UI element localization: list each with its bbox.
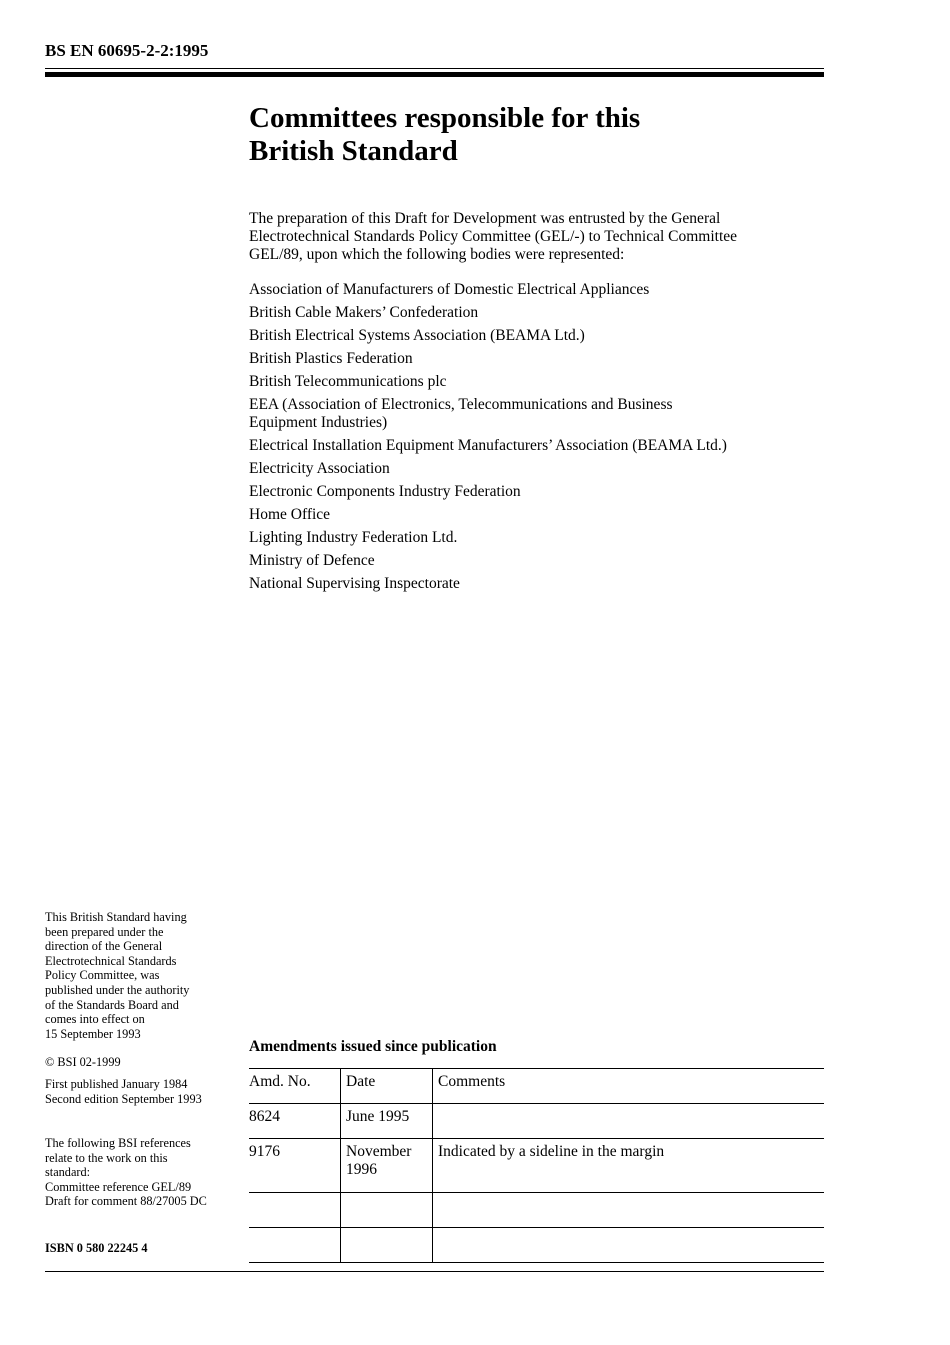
- amd-no-cell: 8624: [249, 1104, 341, 1139]
- represented-bodies-list: [249, 281, 825, 598]
- page-title-line: Committees responsible for this: [249, 102, 641, 134]
- footer-rule: [45, 1271, 824, 1272]
- page-title: [249, 102, 809, 168]
- publication-history: First published January 1984 Second edition September 1993: [45, 1077, 202, 1106]
- list-item: Home Office: [249, 506, 331, 523]
- column-header-amd-no: Amd. No.: [249, 1069, 341, 1104]
- table-row: [249, 1193, 824, 1228]
- list-item: Electrical Installation Equipment Manufacturers’ Association (BEAMA Ltd.): [249, 437, 727, 454]
- intro-line: Electrotechnical Standards Policy Committee (GEL/-) to Technical Committee: [249, 228, 738, 245]
- table-header-row: [249, 1069, 824, 1104]
- list-item: National Supervising Inspectorate: [249, 575, 460, 592]
- list-item: EEA (Association of Electronics, Telecommunications and Business Equipment Industries): [249, 396, 673, 431]
- page-title-line: British Standard: [249, 135, 458, 167]
- isbn: ISBN 0 580 22245 4: [45, 1241, 148, 1255]
- list-item: British Plastics Federation: [249, 350, 413, 367]
- comments-cell: [433, 1104, 825, 1139]
- comments-cell: Indicated by a sideline in the margin: [433, 1139, 825, 1193]
- list-item: Electronic Components Industry Federation: [249, 483, 521, 500]
- comments-cell: [433, 1193, 825, 1228]
- date-cell: November 1996: [341, 1139, 433, 1193]
- document-code: BS EN 60695-2-2:1995: [45, 41, 209, 60]
- list-item: British Telecommunications plc: [249, 373, 447, 390]
- amendments-table: [249, 1068, 824, 1263]
- table-row: [249, 1104, 824, 1139]
- amd-no-cell: [249, 1228, 341, 1263]
- column-header-comments: Comments: [433, 1069, 825, 1104]
- list-item: Lighting Industry Federation Ltd.: [249, 529, 458, 546]
- date-cell: June 1995: [341, 1104, 433, 1139]
- list-item: British Electrical Systems Association (BEAMA Ltd.): [249, 327, 585, 344]
- list-item: Association of Manufacturers of Domestic Electrical Appliances: [249, 281, 650, 298]
- intro-paragraph: [249, 210, 825, 264]
- list-item: British Cable Makers’ Confederation: [249, 304, 479, 321]
- amd-no-cell: 9176: [249, 1139, 341, 1193]
- header-rule-thick: [45, 72, 824, 77]
- list-item: Electricity Association: [249, 460, 390, 477]
- authority-note: This British Standard having been prepared under the direction of the General Electrotechnical Standards Policy Committee, was published under the authority of the Standards Board and comes into effect on 15 September 1993: [45, 910, 190, 1041]
- amendments-heading: Amendments issued since publication: [249, 1038, 497, 1055]
- comments-cell: [433, 1228, 825, 1263]
- copyright-notice: © BSI 02-1999: [45, 1055, 121, 1069]
- amd-no-cell: [249, 1193, 341, 1228]
- date-cell: [341, 1193, 433, 1228]
- header-rule-thin: [45, 68, 824, 69]
- bsi-references: The following BSI references relate to the work on this standard: Committee reference GEL/89 Draft for comment 88/27005 DC: [45, 1136, 207, 1209]
- intro-line: The preparation of this Draft for Development was entrusted by the General: [249, 210, 721, 227]
- list-item: Ministry of Defence: [249, 552, 375, 569]
- column-header-date: Date: [341, 1069, 433, 1104]
- table-row: [249, 1228, 824, 1263]
- date-cell: [341, 1228, 433, 1263]
- intro-line: GEL/89, upon which the following bodies were represented:: [249, 246, 625, 263]
- table-row: [249, 1139, 824, 1193]
